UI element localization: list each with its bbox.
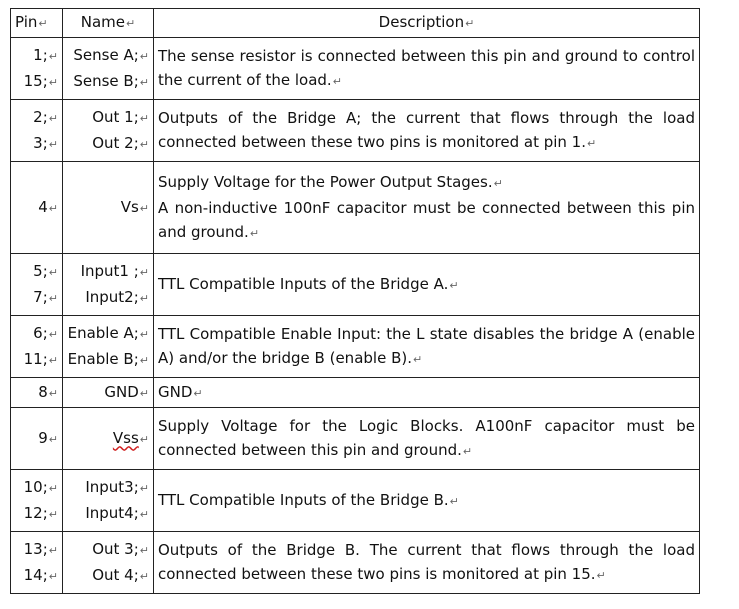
description-text bbox=[158, 196, 695, 246]
pin-value: 1; bbox=[33, 45, 48, 64]
description-cell bbox=[154, 470, 700, 532]
paragraph-mark: ↵ bbox=[139, 432, 149, 446]
pin-text bbox=[15, 537, 58, 563]
paragraph-mark: ↵ bbox=[139, 49, 149, 63]
paragraph-mark: ↵ bbox=[48, 386, 58, 400]
table-row bbox=[11, 378, 700, 408]
paragraph-mark: ↵ bbox=[139, 137, 149, 151]
name-text bbox=[67, 321, 149, 347]
name-cell bbox=[63, 378, 154, 408]
name-text bbox=[67, 501, 149, 527]
name-text bbox=[67, 105, 149, 131]
pin-text bbox=[15, 285, 58, 311]
paragraph-mark: ↵ bbox=[139, 75, 149, 89]
name-text bbox=[67, 43, 149, 69]
description-value: The sense resistor is connected between this pin and ground to control the current of the load. bbox=[158, 46, 695, 89]
name-value: Vss bbox=[112, 428, 139, 447]
description-text bbox=[158, 322, 695, 372]
pin-text bbox=[15, 501, 58, 527]
pin-cell bbox=[11, 38, 63, 100]
name-cell bbox=[63, 316, 154, 378]
description-value: Outputs of the Bridge A; the current that flows through the load connected between these two pins is monitored at pin 1. bbox=[158, 108, 695, 151]
paragraph-mark: ↵ bbox=[139, 111, 149, 125]
table-row bbox=[11, 100, 700, 162]
name-value: Input4; bbox=[85, 503, 139, 522]
name-value: Input3; bbox=[85, 477, 139, 496]
pin-value: 13; bbox=[23, 539, 48, 558]
paragraph-mark: ↵ bbox=[48, 111, 58, 125]
paragraph-mark: ↵ bbox=[48, 507, 58, 521]
paragraph-mark: ↵ bbox=[139, 481, 149, 495]
description-value: GND bbox=[158, 382, 193, 401]
pin-text bbox=[15, 321, 58, 347]
paragraph-mark: ↵ bbox=[449, 494, 459, 508]
paragraph-mark: ↵ bbox=[139, 201, 149, 215]
paragraph-mark: ↵ bbox=[139, 327, 149, 341]
paragraph-mark: ↵ bbox=[48, 49, 58, 63]
description-cell bbox=[154, 100, 700, 162]
pin-text bbox=[15, 259, 58, 285]
name-value: Vs bbox=[120, 197, 139, 216]
name-text bbox=[67, 285, 149, 311]
pin-value: 8 bbox=[38, 382, 48, 401]
pin-text bbox=[15, 43, 58, 69]
name-value: Input1 ; bbox=[80, 261, 139, 280]
name-value: Out 4; bbox=[92, 565, 139, 584]
paragraph-mark: ↵ bbox=[462, 444, 473, 458]
pin-value: 3; bbox=[33, 133, 48, 152]
description-text bbox=[158, 414, 695, 464]
header-row bbox=[11, 9, 700, 38]
paragraph-mark: ↵ bbox=[139, 353, 149, 367]
name-text bbox=[67, 475, 149, 501]
description-value: Supply Voltage for the Power Output Stages. bbox=[158, 172, 493, 191]
pin-text bbox=[15, 69, 58, 95]
table-row bbox=[11, 38, 700, 100]
description-cell bbox=[154, 254, 700, 316]
name-text bbox=[67, 259, 149, 285]
name-text bbox=[67, 195, 149, 221]
name-cell bbox=[63, 254, 154, 316]
paragraph-mark: ↵ bbox=[332, 74, 342, 88]
pin-cell bbox=[11, 162, 63, 254]
table-row bbox=[11, 162, 700, 254]
pin-value: 12; bbox=[23, 503, 48, 522]
name-text bbox=[67, 131, 149, 157]
pin-value: 9 bbox=[38, 428, 48, 447]
pin-value: 15; bbox=[23, 71, 48, 90]
paragraph-mark: ↵ bbox=[139, 543, 149, 557]
pin-cell bbox=[11, 408, 63, 470]
name-cell bbox=[63, 470, 154, 532]
header-name: Name↵ bbox=[63, 9, 154, 38]
paragraph-mark: ↵ bbox=[48, 75, 58, 89]
name-text bbox=[67, 563, 149, 589]
name-value: Out 3; bbox=[92, 539, 139, 558]
header-description: Description↵ bbox=[154, 9, 700, 38]
description-cell bbox=[154, 378, 700, 408]
paragraph-mark: ↵ bbox=[139, 265, 149, 279]
table-row bbox=[11, 316, 700, 378]
name-value: Out 2; bbox=[92, 133, 139, 152]
paragraph-mark: ↵ bbox=[48, 137, 58, 151]
paragraph-mark: ↵ bbox=[139, 386, 149, 400]
pin-cell bbox=[11, 470, 63, 532]
name-text bbox=[67, 426, 149, 452]
pin-cell bbox=[11, 378, 63, 408]
paragraph-mark: ↵ bbox=[139, 507, 149, 521]
name-cell bbox=[63, 532, 154, 594]
table-row bbox=[11, 470, 700, 532]
pin-value: 11; bbox=[23, 349, 48, 368]
table-row bbox=[11, 532, 700, 594]
description-cell bbox=[154, 532, 700, 594]
name-cell bbox=[63, 162, 154, 254]
pin-value: 2; bbox=[33, 107, 48, 126]
pin-text bbox=[15, 105, 58, 131]
paragraph-mark: ↵ bbox=[596, 568, 606, 582]
name-value: Out 1; bbox=[92, 107, 139, 126]
pin-cell bbox=[11, 316, 63, 378]
pin-value: 10; bbox=[23, 477, 48, 496]
paragraph-mark: ↵ bbox=[48, 543, 58, 557]
paragraph-mark: ↵ bbox=[48, 327, 58, 341]
description-text bbox=[158, 272, 695, 298]
header-pin: Pin↵ bbox=[11, 9, 63, 38]
name-cell bbox=[63, 38, 154, 100]
name-value: GND bbox=[104, 382, 139, 401]
table-row bbox=[11, 408, 700, 470]
paragraph-mark: ↵ bbox=[48, 481, 58, 495]
pin-value: 7; bbox=[33, 287, 48, 306]
pin-text bbox=[15, 380, 58, 406]
name-cell bbox=[63, 408, 154, 470]
description-text bbox=[158, 44, 695, 94]
paragraph-mark: ↵ bbox=[412, 352, 423, 366]
paragraph-mark: ↵ bbox=[139, 569, 149, 583]
pin-value: 6; bbox=[33, 323, 48, 342]
pin-text bbox=[15, 347, 58, 373]
description-value: TTL Compatible Inputs of the Bridge A. bbox=[158, 274, 449, 293]
paragraph-mark: ↵ bbox=[587, 136, 597, 150]
paragraph-mark: ↵ bbox=[48, 291, 58, 305]
pin-text bbox=[15, 475, 58, 501]
description-value: Outputs of the Bridge B. The current that flows through the load connected between these two pins is monitored at pin 15. bbox=[158, 540, 695, 583]
table-row bbox=[11, 254, 700, 316]
paragraph-mark: ↵ bbox=[449, 278, 459, 292]
description-cell bbox=[154, 38, 700, 100]
paragraph-mark: ↵ bbox=[493, 176, 503, 190]
pin-cell bbox=[11, 254, 63, 316]
description-cell bbox=[154, 408, 700, 470]
description-value: TTL Compatible Inputs of the Bridge B. bbox=[158, 490, 449, 509]
name-cell bbox=[63, 100, 154, 162]
paragraph-mark: ↵ bbox=[139, 291, 149, 305]
paragraph-mark: ↵ bbox=[48, 432, 58, 446]
pin-cell bbox=[11, 532, 63, 594]
paragraph-mark: ↵ bbox=[48, 569, 58, 583]
pin-cell bbox=[11, 100, 63, 162]
pin-text bbox=[15, 426, 58, 452]
pin-text bbox=[15, 131, 58, 157]
name-text bbox=[67, 380, 149, 406]
description-value: Supply Voltage for the Logic Blocks. A100nF capacitor must be connected between this pin and ground. bbox=[158, 416, 695, 459]
paragraph-mark: ↵ bbox=[48, 265, 58, 279]
pin-description-table bbox=[10, 8, 700, 594]
pin-value: 4 bbox=[38, 197, 48, 216]
paragraph-mark: ↵ bbox=[48, 353, 58, 367]
pin-text bbox=[15, 563, 58, 589]
name-value: Enable A; bbox=[67, 323, 139, 342]
description-value: TTL Compatible Enable Input: the L state disables the bridge A (enable A) and/or the bridge B (enable B). bbox=[158, 324, 695, 367]
description-cell bbox=[154, 162, 700, 254]
pin-value: 5; bbox=[33, 261, 48, 280]
name-text bbox=[67, 537, 149, 563]
name-text bbox=[67, 347, 149, 373]
description-text bbox=[158, 170, 695, 196]
description-text bbox=[158, 106, 695, 156]
name-value: Enable B; bbox=[67, 349, 139, 368]
paragraph-mark: ↵ bbox=[48, 201, 58, 215]
description-text bbox=[158, 488, 695, 514]
name-text bbox=[67, 69, 149, 95]
description-cell bbox=[154, 316, 700, 378]
pin-text bbox=[15, 195, 58, 221]
description-text bbox=[158, 380, 695, 406]
name-value: Input2; bbox=[85, 287, 139, 306]
paragraph-mark: ↵ bbox=[249, 226, 260, 240]
paragraph-mark: ↵ bbox=[193, 386, 203, 400]
name-value: Sense A; bbox=[73, 45, 139, 64]
description-text bbox=[158, 538, 695, 588]
pin-value: 14; bbox=[23, 565, 48, 584]
name-value: Sense B; bbox=[73, 71, 139, 90]
description-value: A non-inductive 100nF capacitor must be connected between this pin and ground. bbox=[158, 198, 695, 241]
